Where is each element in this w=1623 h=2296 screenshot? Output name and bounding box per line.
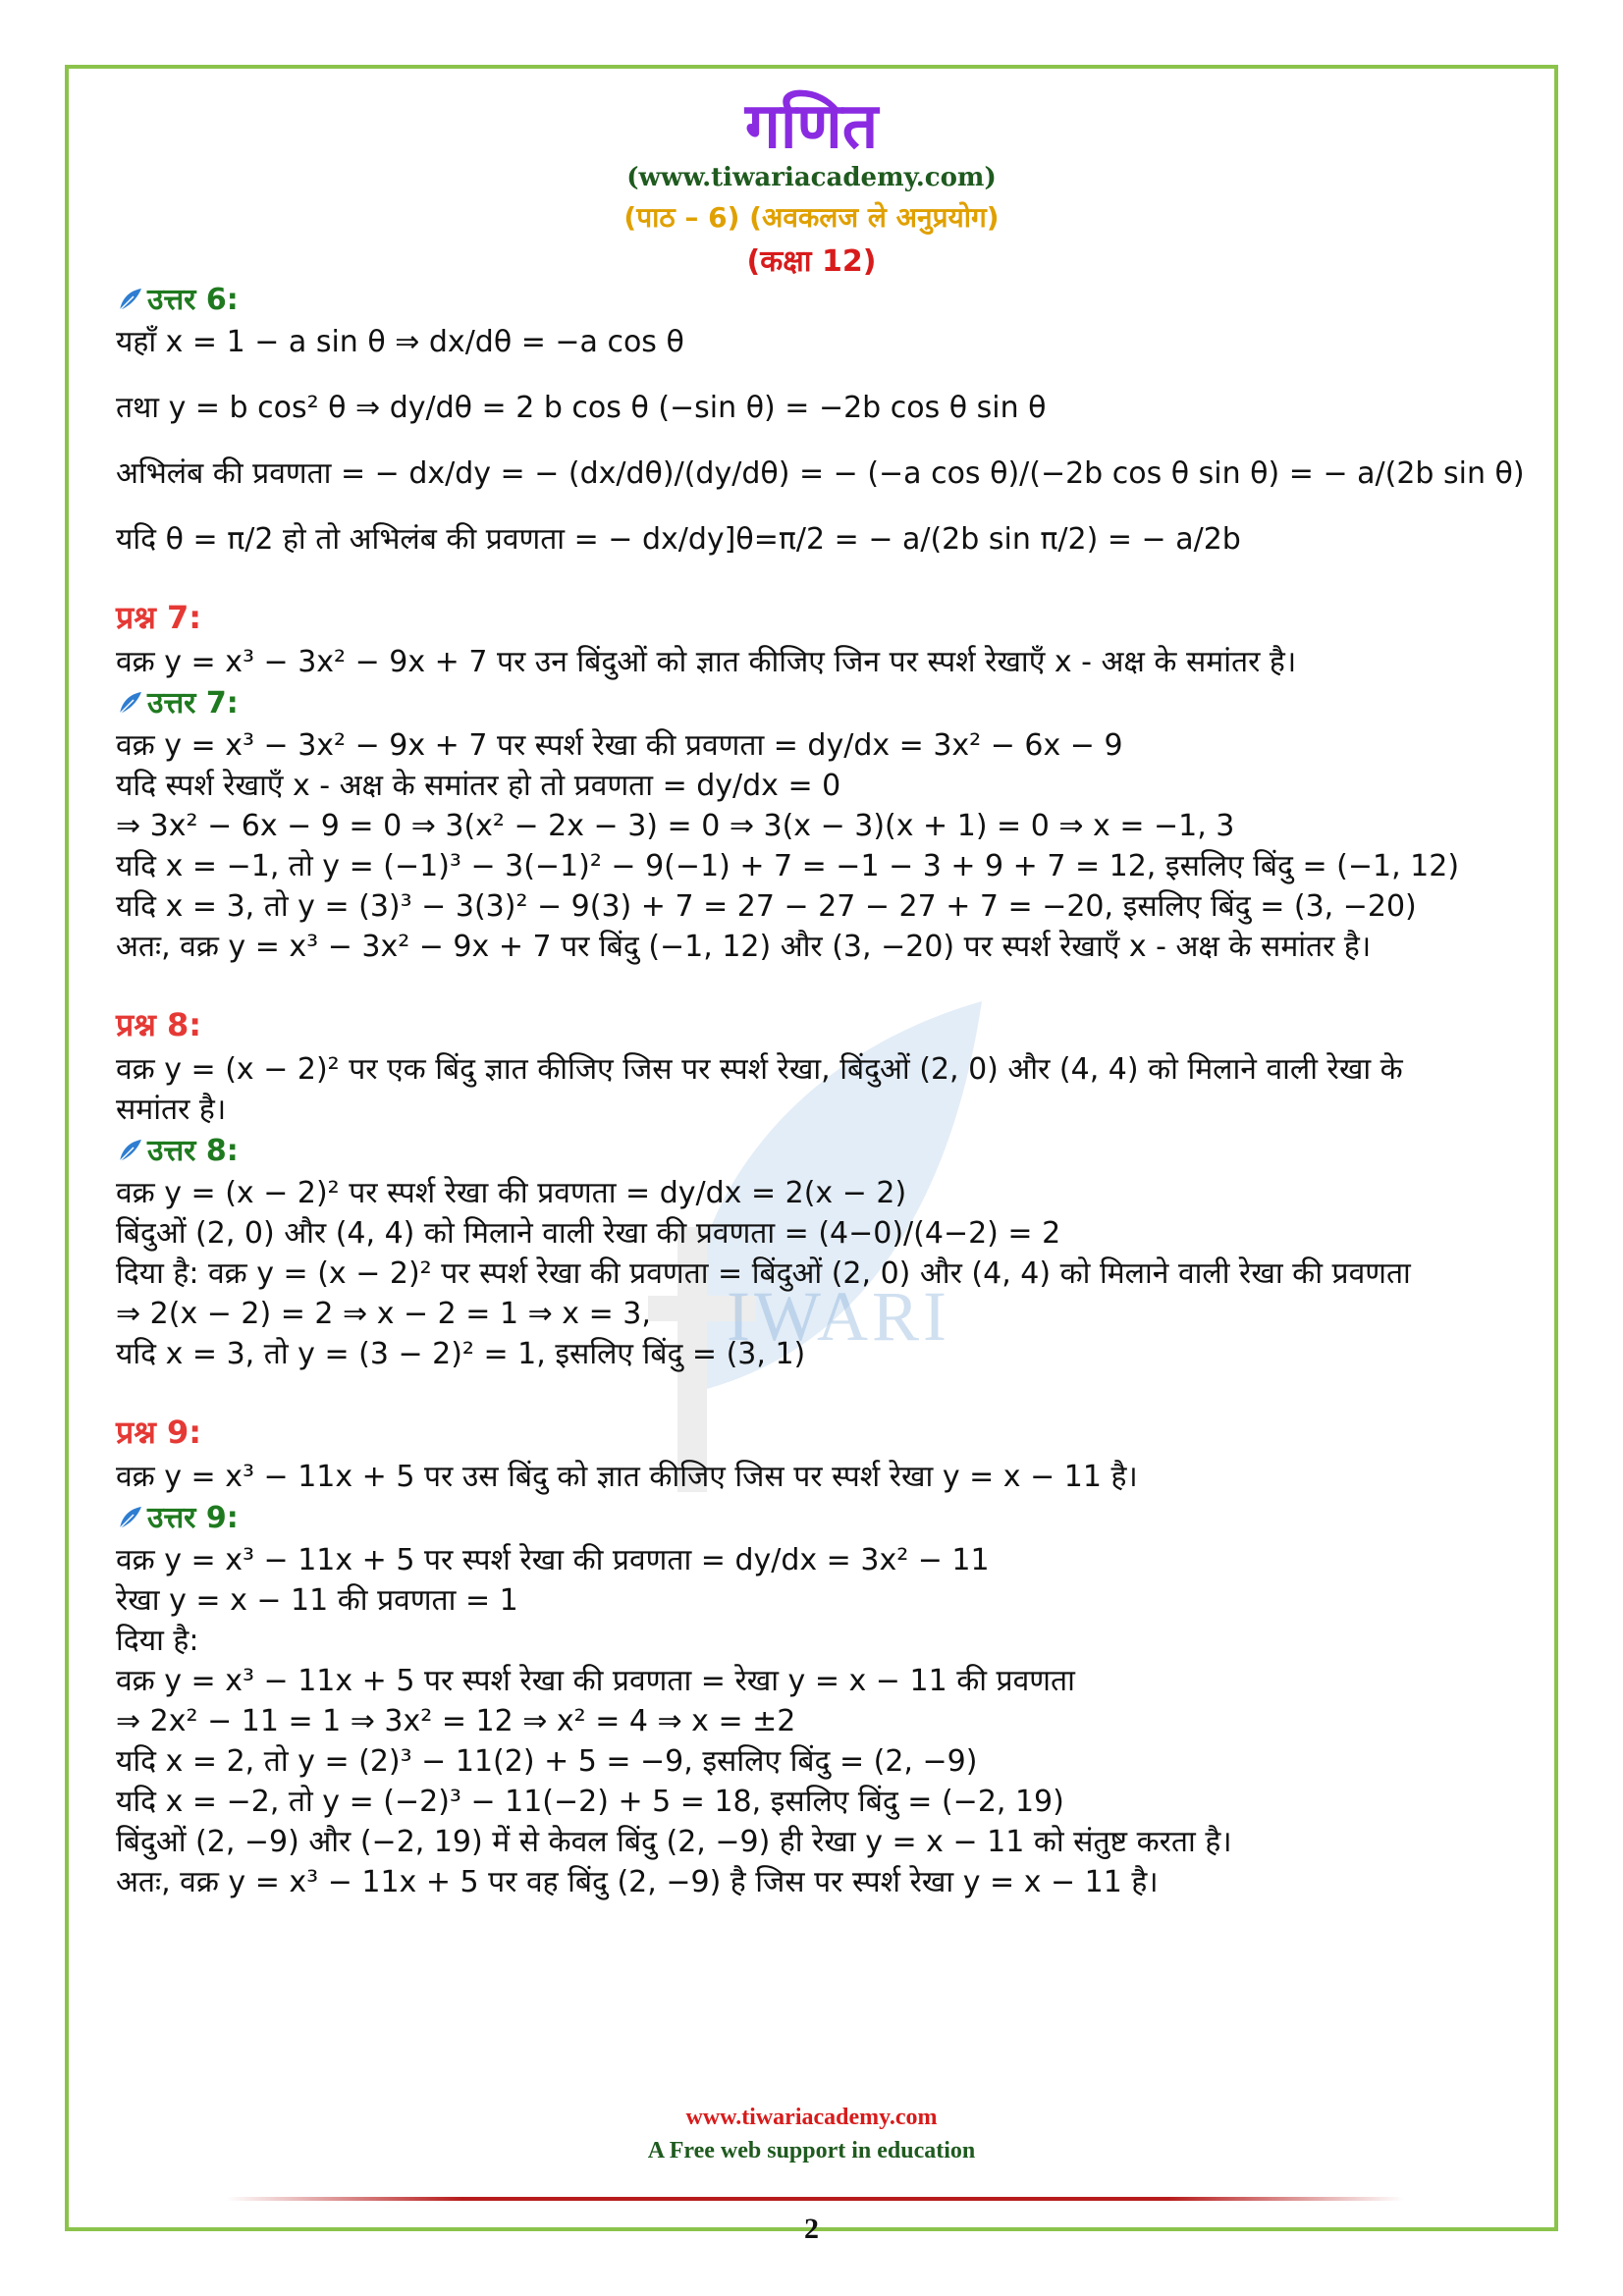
chapter-label: (पाठ – 6) (अवकलज ले अनुप्रयोग) [623,201,1000,234]
page-number: 2 [804,2213,819,2245]
answer-7-line-1: वक्र y = x³ − 3x² − 9x + 7 पर स्पर्श रेखा की प्रवणता = dy/dx = 3x² − 6x − 9 [116,728,1123,763]
answer-9-line-1: वक्र y = x³ − 11x + 5 पर स्पर्श रेखा की प्रवणता = dy/dx = 3x² − 11 [116,1543,990,1577]
page-title: गणित [744,90,879,163]
answer-6-line-2: तथा y = b cos² θ ⇒ dy/dθ = 2 b cos θ (−sin θ) = −2b cos θ sin θ [116,391,1047,425]
answer-8-line-4: ⇒ 2(x − 2) = 2 ⇒ x − 2 = 1 ⇒ x = 3, [116,1297,651,1331]
answer-8-line-1: वक्र y = (x − 2)² पर स्पर्श रेखा की प्रवणता = dy/dx = 2(x − 2) [116,1176,907,1210]
answer-9-line-4: वक्र y = x³ − 11x + 5 पर स्पर्श रेखा की प्रवणता = रेखा y = x − 11 की प्रवणता [116,1664,1075,1698]
answer-6-line-1: यहाँ x = 1 − a sin θ ⇒ dx/dθ = −a cos θ [116,325,684,359]
class-label: (कक्षा 12) [746,244,877,279]
answer-7-line-4: यदि x = −1, तो y = (−1)³ − 3(−1)² − 9(−1) + 7 = −1 − 3 + 9 + 7 = 12, इसलिए बिंदु = (−1, 12) [116,849,1460,883]
answer-9-line-8: बिंदुओं (2, −9) और (−2, 19) में से केवल बिंदु (2, −9) ही रेखा y = x − 11 को संतुष्ट करता है। [116,1825,1232,1859]
answer-9-line-5: ⇒ 2x² − 11 = 1 ⇒ 3x² = 12 ⇒ x² = 4 ⇒ x = ±2 [116,1704,796,1738]
question-9-text: वक्र y = x³ − 11x + 5 पर उस बिंदु को ज्ञात कीजिए जिस पर स्पर्श रेखा y = x − 11 है। [116,1460,1138,1494]
answer-8-line-5: यदि x = 3, तो y = (3 − 2)² = 1, इसलिए बिंदु = (3, 1) [116,1337,806,1371]
feather-icon [116,1505,143,1532]
answer-9-line-3: दिया है: [116,1624,199,1658]
footer-divider [226,2197,1404,2201]
feather-icon [116,287,143,314]
answer-7-line-2: यदि स्पर्श रेखाएँ x - अक्ष के समांतर हो तो प्रवणता = dy/dx = 0 [116,769,841,803]
feather-icon [116,1138,143,1165]
feather-icon [116,690,143,718]
answer-9-line-9: अतः, वक्र y = x³ − 11x + 5 पर वह बिंदु (2, −9) है जिस पर स्पर्श रेखा y = x − 11 है। [116,1865,1159,1899]
question-8-line-1: वक्र y = (x − 2)² पर एक बिंदु ज्ञात कीजिए जिस पर स्पर्श रेखा, बिंदुओं (2, 0) और (4, 4) को मिलाने वाली रेखा के [116,1052,1403,1087]
footer-tagline: A Free web support in education [647,2138,976,2163]
answer-6-heading: उत्तर 6: [116,279,1510,322]
question-8-heading: प्रश्न 8: [116,1006,202,1043]
watermark-text: IWARI [727,1277,950,1356]
answer-7-heading: उत्तर 7: [116,682,1510,725]
answer-8-line-3: दिया है: वक्र y = (x − 2)² पर स्पर्श रेखा की प्रवणता = बिंदुओं (2, 0) और (4, 4) को मिलाने वाली रेखा की प्रवणता [116,1256,1411,1291]
answer-7-line-3: ⇒ 3x² − 6x − 9 = 0 ⇒ 3(x² − 2x − 3) = 0 ⇒ 3(x − 3)(x + 1) = 0 ⇒ x = −1, 3 [116,809,1235,843]
question-8-line-2: समांतर है। [116,1093,227,1127]
answer-9-line-6: यदि x = 2, तो y = (2)³ − 11(2) + 5 = −9, इसलिए बिंदु = (2, −9) [116,1744,978,1779]
question-7-text: वक्र y = x³ − 3x² − 9x + 7 पर उन बिंदुओं को ज्ञात कीजिए जिन पर स्पर्श रेखाएँ x - अक्ष के समांतर है। [116,645,1297,679]
answer-9-line-7: यदि x = −2, तो y = (−2)³ − 11(−2) + 5 = 18, इसलिए बिंदु = (−2, 19) [116,1785,1064,1819]
answer-6-line-4: यदि θ = π/2 हो तो अभिलंब की प्रवणता = − dx/dy]θ=π/2 = − a/(2b sin π/2) = − a/2b [116,522,1241,557]
answer-7-line-5: यदि x = 3, तो y = (3)³ − 3(3)² − 9(3) + 7 = 27 − 27 − 27 + 7 = −20, इसलिए बिंदु = (3, −20) [116,889,1417,924]
answer-9-heading: उत्तर 9: [116,1497,1510,1540]
answer-9-line-2: रेखा y = x − 11 की प्रवणता = 1 [116,1583,518,1618]
footer-url[interactable]: www.tiwariacademy.com [685,2105,938,2130]
answer-7-line-6: अतः, वक्र y = x³ − 3x² − 9x + 7 पर बिंदु (−1, 12) और (3, −20) पर स्पर्श रेखाएँ x - अक्ष के समांतर है। [116,930,1372,964]
site-url: (www.tiwariacademy.com) [626,163,997,192]
answer-6-line-3: अभिलंब की प्रवणता = − dx/dy = − (dx/dθ)/(dy/dθ) = − (−a cos θ)/(−2b cos θ sin θ) = − a/(2b sin θ) [116,456,1525,491]
question-9-heading: प्रश्न 9: [116,1414,202,1451]
answer-8-line-2: बिंदुओं (2, 0) और (4, 4) को मिलाने वाली रेखा की प्रवणता = (4−0)/(4−2) = 2 [116,1216,1061,1251]
answer-8-heading: उत्तर 8: [116,1130,1510,1173]
question-7-heading: प्रश्न 7: [116,599,202,636]
content [116,279,1525,1902]
